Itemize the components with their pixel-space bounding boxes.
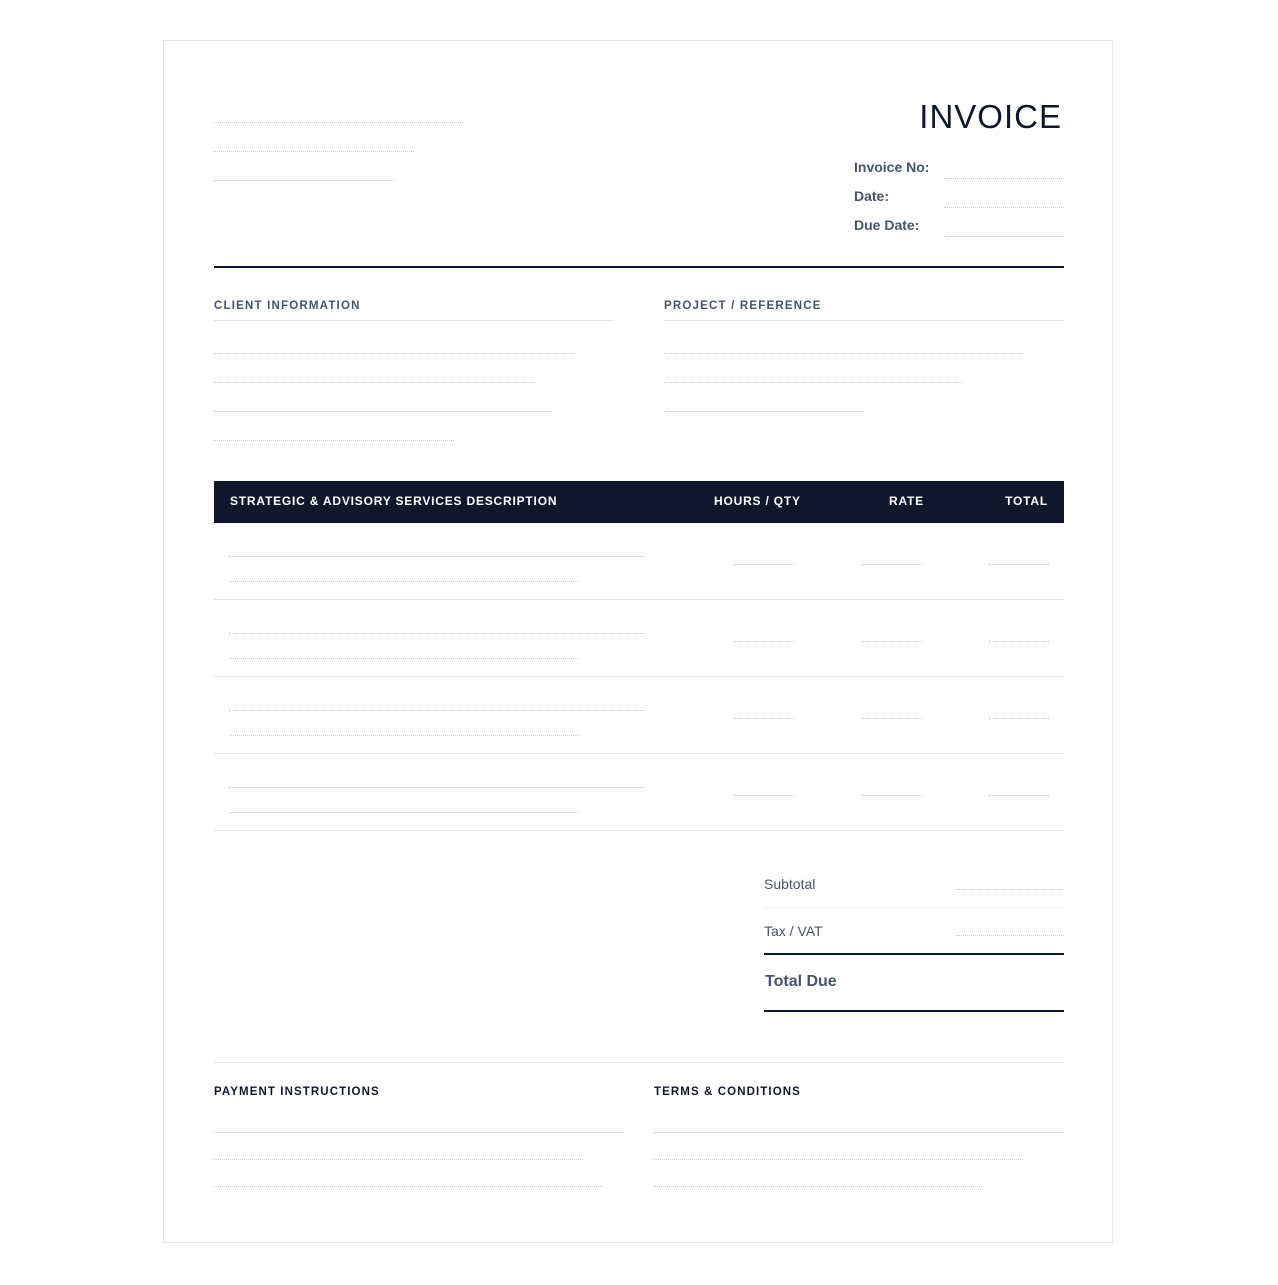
row-divider (214, 599, 1064, 600)
rate-field[interactable] (862, 564, 922, 565)
qty-field[interactable] (734, 641, 794, 642)
qty-field[interactable] (734, 564, 794, 565)
invoice-page (163, 40, 1113, 1243)
qty-field[interactable] (734, 718, 794, 719)
description-line[interactable] (229, 581, 578, 582)
due-date-field[interactable] (944, 236, 1064, 237)
client-section-rule (214, 320, 614, 321)
client-line[interactable] (214, 411, 552, 412)
total-field[interactable] (989, 795, 1049, 796)
rate-field[interactable] (862, 641, 922, 642)
row-divider (214, 830, 1064, 831)
description-line[interactable] (229, 556, 645, 557)
due-date-label: Due Date: (854, 217, 920, 233)
row-divider (214, 676, 1064, 677)
rate-field[interactable] (862, 795, 922, 796)
subtotal-field[interactable] (956, 889, 1064, 890)
client-line[interactable] (214, 382, 534, 383)
total-bottom-rule (764, 1010, 1064, 1012)
invoice-no-field[interactable] (944, 178, 1064, 179)
sender-line[interactable] (214, 180, 394, 181)
rate-field[interactable] (862, 718, 922, 719)
description-line[interactable] (229, 735, 578, 736)
client-line[interactable] (214, 440, 454, 441)
total-column-header: TOTAL (1005, 494, 1048, 508)
project-line[interactable] (664, 353, 1024, 354)
qty-field[interactable] (734, 795, 794, 796)
total-field[interactable] (989, 718, 1049, 719)
payment-instructions-label: PAYMENT INSTRUCTIONS (214, 1086, 380, 1098)
project-line[interactable] (664, 382, 964, 383)
description-line[interactable] (229, 710, 645, 711)
subtotal-label: Subtotal (764, 876, 816, 892)
tax-vat-field[interactable] (956, 935, 1064, 936)
payment-line[interactable] (214, 1132, 623, 1133)
description-line[interactable] (229, 633, 645, 634)
terms-line[interactable] (654, 1159, 1023, 1160)
sender-line[interactable] (214, 122, 463, 123)
rate-column-header: RATE (889, 494, 924, 508)
qty-column-header: HOURS / QTY (714, 494, 801, 508)
invoice-title: INVOICE (919, 98, 1062, 135)
payment-line[interactable] (214, 1159, 583, 1160)
row-divider (214, 753, 1064, 754)
total-due-label: Total Due (765, 973, 837, 990)
sender-line[interactable] (214, 151, 414, 152)
footer-divider (214, 1062, 1064, 1063)
description-line[interactable] (229, 658, 578, 659)
subtotal-divider (764, 907, 1064, 908)
terms-line[interactable] (654, 1186, 982, 1187)
header-divider (214, 266, 1064, 268)
total-top-rule (764, 953, 1064, 955)
description-line[interactable] (229, 812, 578, 813)
services-table-header (214, 481, 1064, 523)
terms-conditions-label: TERMS & CONDITIONS (654, 1086, 801, 1098)
description-line[interactable] (229, 787, 645, 788)
client-line[interactable] (214, 353, 574, 354)
project-section-rule (664, 320, 1064, 321)
client-information-label: CLIENT INFORMATION (214, 300, 361, 312)
total-field[interactable] (989, 564, 1049, 565)
payment-line[interactable] (214, 1186, 603, 1187)
description-column-header: STRATEGIC & ADVISORY SERVICES DESCRIPTION (230, 494, 558, 508)
date-label: Date: (854, 188, 890, 204)
total-field[interactable] (989, 641, 1049, 642)
invoice-no-label: Invoice No: (854, 159, 930, 175)
project-reference-label: PROJECT / REFERENCE (664, 300, 822, 312)
tax-vat-label: Tax / VAT (764, 923, 823, 939)
terms-line[interactable] (654, 1132, 1064, 1133)
project-line[interactable] (664, 411, 864, 412)
date-field[interactable] (944, 207, 1064, 208)
